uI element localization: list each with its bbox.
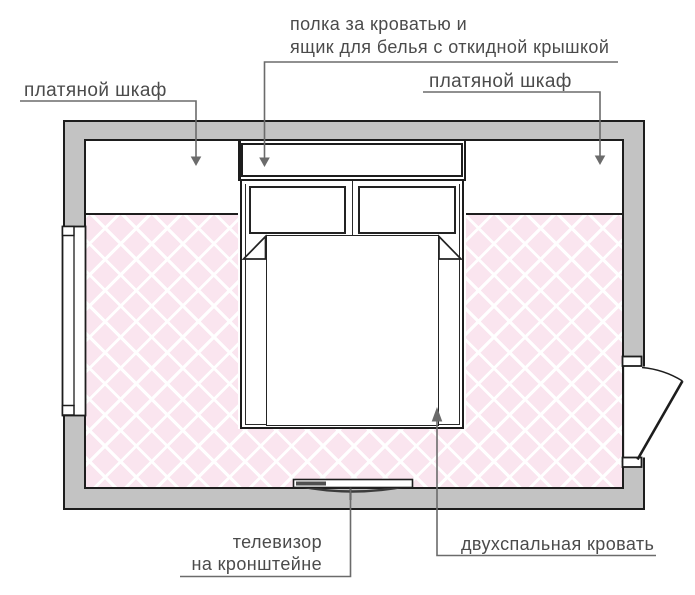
tv-label-line1: телевизор (232, 532, 322, 552)
arrow-down-icon (191, 157, 202, 167)
door-swing-arc (642, 368, 683, 382)
window (63, 227, 86, 416)
arrow-up-icon (432, 407, 443, 422)
tv-label (148, 531, 322, 575)
leader-wardrobe-left (20, 101, 196, 157)
window-sill-top (63, 227, 75, 236)
leader-arrowheads (191, 156, 606, 422)
shelf-label-line2: ящик для белья с откидной крышкой (290, 37, 610, 57)
door-opening (625, 367, 648, 458)
shelf-label-line1: полка за кроватью и (290, 14, 468, 34)
annotation-leaders (20, 62, 656, 577)
arrow-down-icon (259, 158, 270, 168)
tv-panel-dark-segment (296, 482, 326, 486)
window-sill-bottom (63, 406, 75, 416)
tv-on-bracket (294, 480, 413, 501)
door (623, 357, 683, 468)
leader-wardrobe-right (423, 92, 600, 156)
wardrobe-right-label: платяной шкаф (429, 71, 572, 92)
tv-label-line2: на кронштейне (191, 554, 322, 574)
arrow-down-icon (595, 156, 606, 166)
wardrobe-left-label: платяной шкаф (24, 80, 167, 101)
bed-label: двухспальная кровать (461, 534, 655, 554)
door-jamb-top (623, 357, 642, 367)
blanket-fold-right (439, 237, 461, 260)
blanket-fold-left (244, 237, 266, 260)
shelf-label (290, 13, 609, 59)
